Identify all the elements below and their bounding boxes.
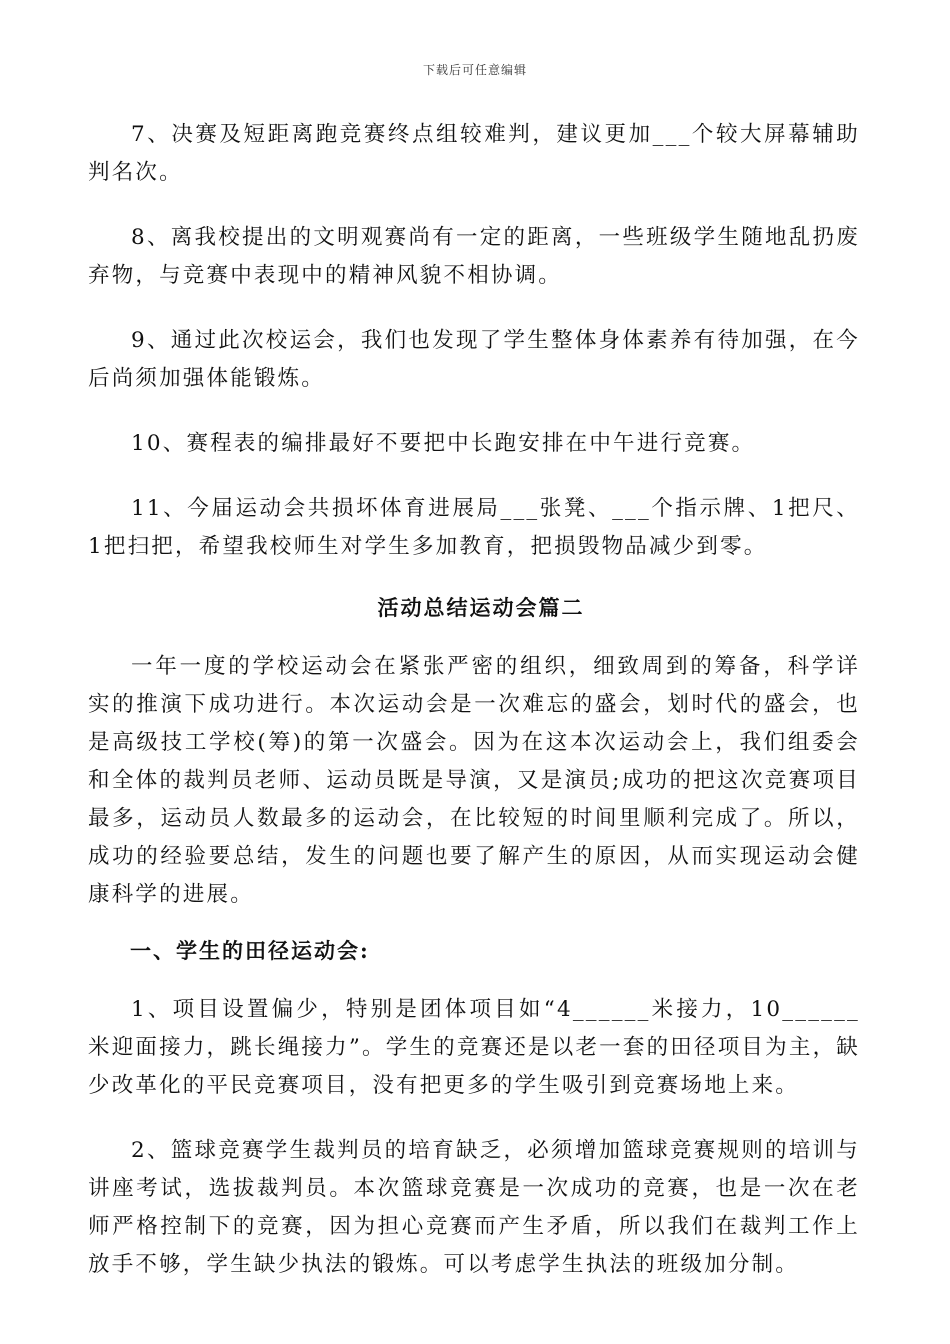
- page-header: 下载后可任意编辑: [422, 63, 527, 77]
- paragraph-item-7: 7、决赛及短距离跑竞赛终点组较难判，建议更加___个较大屏幕辅助判名次。: [88, 122, 860, 185]
- paragraph-item-8: 8、离我校提出的文明观赛尚有一定的距离，一些班级学生随地乱扔废弃物，与竞赛中表现中的精神风貌不相协调。: [88, 225, 860, 288]
- intro-paragraph: 一年一度的学校运动会在紧张严密的组织，细致周到的筹备，科学详实的推演下成功进行。本次运动会是一次难忘的盛会，划时代的盛会，也是高级技工学校(筹)的第一次盛会。因为在这本次运动会上，我们组委会和全体的裁判员老师、运动员既是导演，又是演员;成功的把这次竞赛项目最多，运动员人数最多的运动会，在比较短的时间里顺利完成了。所以，成功的经验要总结，发生的问题也要了解产生的原因，从而实现运动会健康科学的进展。: [88, 654, 860, 907]
- document-body: [88, 116, 860, 1311]
- section-title: 活动总结运动会篇二: [377, 595, 585, 620]
- paragraph-item-9: 9、通过此次校运会，我们也发现了学生整体身体素养有待加强，在今后尚须加强体能锻炼。: [88, 328, 860, 391]
- paragraph-item-10: 10、赛程表的编排最好不要把中长跑安排在中午进行竞赛。: [131, 431, 756, 456]
- subheading-track-and-field: 一、学生的田径运动会:: [130, 938, 370, 963]
- paragraph-item-11: 11、今届运动会共损坏体育进展局___张凳、___个指示牌、1把尺、1把扫把，希望我校师生对学生多加教育，把损毁物品减少到零。: [88, 496, 860, 559]
- paragraph-item-1: 1、项目设置偏少，特别是团体项目如“4______米接力，10______米迎面接力，跳长绳接力”。学生的竞赛还是以老一套的田径项目为主，缺少改革化的平民竞赛项目，没有把更多的学生吸引到竞赛场地上来。: [88, 997, 860, 1098]
- paragraph-item-2: 2、篮球竞赛学生裁判员的培育缺乏，必须增加篮球竞赛规则的培训与讲座考试，选拔裁判员。本次篮球竞赛是一次成功的竞赛，也是一次在老师严格控制下的竞赛，因为担心竞赛而产生矛盾，所以我们在裁判工作上放手不够，学生缺少执法的锻炼。可以考虑学生执法的班级加分制。: [88, 1138, 860, 1277]
